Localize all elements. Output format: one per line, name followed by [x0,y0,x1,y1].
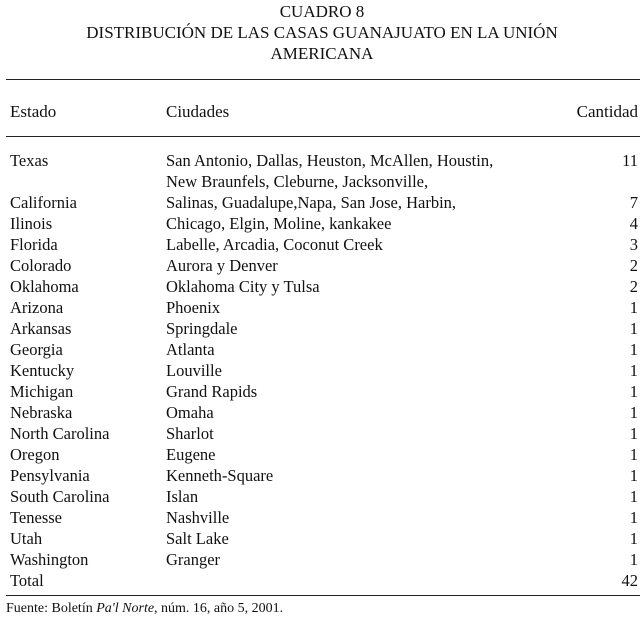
quantity-cell: 1 [629,403,638,422]
source-publication: Pa'l Norte [96,601,155,616]
quantity-cell: 42 [621,571,638,590]
quantity-cell: 1 [629,487,638,506]
quantity-cell: 2 [629,277,638,296]
cities-line: Salt Lake [166,529,229,548]
cities-cell [166,234,566,255]
cities-cell [166,192,566,213]
cities-cell [166,381,566,402]
cities-line: Sharlot [166,424,214,443]
table-row [0,297,644,318]
table-row [0,150,644,192]
table-row [0,549,644,570]
quantity-cell: 1 [629,298,638,317]
quantity-cell: 4 [629,214,638,233]
cities-line: Islan [166,487,199,506]
cities-line: Eugene [166,445,216,464]
cities-line: Atlanta [166,340,215,359]
source-prefix: Fuente: Boletín [6,601,97,616]
cities-cell [166,402,566,423]
state-cell: South Carolina [10,487,110,506]
table-row [0,192,644,213]
table-row [0,444,644,465]
table-row [0,339,644,360]
cities-line: Oklahoma City y Tulsa [166,277,320,296]
cities-line: Salinas, Guadalupe,Napa, San Jose, Harbin, [166,193,457,212]
table-title-line: DISTRIBUCIÓN DE LAS CASAS GUANAJUATO EN LA UNIÓN [86,23,558,42]
quantity-cell: 1 [629,550,638,569]
cities-cell [166,318,566,339]
quantity-cell: 1 [629,508,638,527]
cities-line: Labelle, Arcadia, Coconut Creek [166,235,383,254]
table-row [0,213,644,234]
cities-line: Aurora y Denver [166,256,278,275]
state-cell: Oregon [10,445,60,464]
cities-line: Omaha [166,403,214,422]
cities-cell [166,297,566,318]
cities-line: Grand Rapids [166,382,258,401]
cities-cell [166,528,566,549]
state-cell: Total [10,571,44,590]
column-header-state: Estado [10,102,57,121]
cities-cell [166,549,566,570]
cities-cell [166,150,566,192]
cities-line: Kenneth-Square [166,466,274,485]
state-cell: Nebraska [10,403,73,422]
source-note [6,600,283,618]
quantity-cell: 7 [629,193,638,212]
quantity-cell: 1 [629,466,638,485]
table-row [0,402,644,423]
header-rule [6,136,640,137]
state-cell: Colorado [10,256,72,275]
cities-line: Springdale [166,319,238,338]
cities-line: Granger [166,550,221,569]
cities-line: Nashville [166,508,230,527]
cities-line: Louville [166,361,222,380]
cities-cell [166,507,566,528]
state-cell: Utah [10,529,43,548]
quantity-cell: 1 [629,361,638,380]
bottom-rule [6,595,640,596]
table-number: CUADRO 8 [279,2,365,21]
quantity-cell: 3 [629,235,638,254]
table-row [0,381,644,402]
table-row [0,255,644,276]
top-rule [6,79,640,80]
state-cell: Oklahoma [10,277,79,296]
quantity-cell: 1 [629,529,638,548]
quantity-cell: 1 [629,445,638,464]
table-body [0,150,644,591]
state-cell: Georgia [10,340,63,359]
column-header-quantity: Cantidad [576,102,638,121]
quantity-cell: 1 [629,319,638,338]
table-title [0,1,644,64]
state-cell: Pensylvania [10,466,90,485]
table-row [0,507,644,528]
table-row [0,360,644,381]
table-row [0,276,644,297]
state-cell: Washington [10,550,89,569]
quantity-cell: 1 [629,424,638,443]
cities-cell [166,276,566,297]
table-row [0,318,644,339]
cities-cell [166,339,566,360]
quantity-cell: 11 [622,151,638,170]
table-row [0,423,644,444]
cities-cell [166,465,566,486]
state-cell: California [10,193,77,212]
column-header-cities: Ciudades [166,102,230,121]
cities-cell [166,423,566,444]
cities-line: Chicago, Elgin, Moline, kankakee [166,214,392,233]
quantity-cell: 2 [629,256,638,275]
state-cell: Ilinois [10,214,53,233]
cities-cell [166,213,566,234]
quantity-cell: 1 [629,382,638,401]
state-cell: Texas [10,151,49,170]
state-cell: Florida [10,235,58,254]
state-cell: Kentucky [10,361,75,380]
table-row [0,486,644,507]
cities-cell [166,486,566,507]
state-cell: Tenesse [10,508,62,527]
cities-line: Phoenix [166,298,221,317]
state-cell: Arizona [10,298,64,317]
table-row [0,465,644,486]
state-cell: Arkansas [10,319,72,338]
cities-line: New Braunfels, Cleburne, Jacksonville, [166,172,429,191]
table-row [0,570,644,591]
cities-cell [166,360,566,381]
table-title-line: AMERICANA [270,44,374,63]
cities-line: San Antonio, Dallas, Heuston, McAllen, Houstin, [166,151,494,170]
table-row [0,528,644,549]
source-suffix: , núm. 16, año 5, 2001. [154,601,284,616]
cities-cell [166,444,566,465]
state-cell: Michigan [10,382,74,401]
state-cell: North Carolina [10,424,110,443]
cities-cell [166,255,566,276]
table-row [0,234,644,255]
quantity-cell: 1 [629,340,638,359]
